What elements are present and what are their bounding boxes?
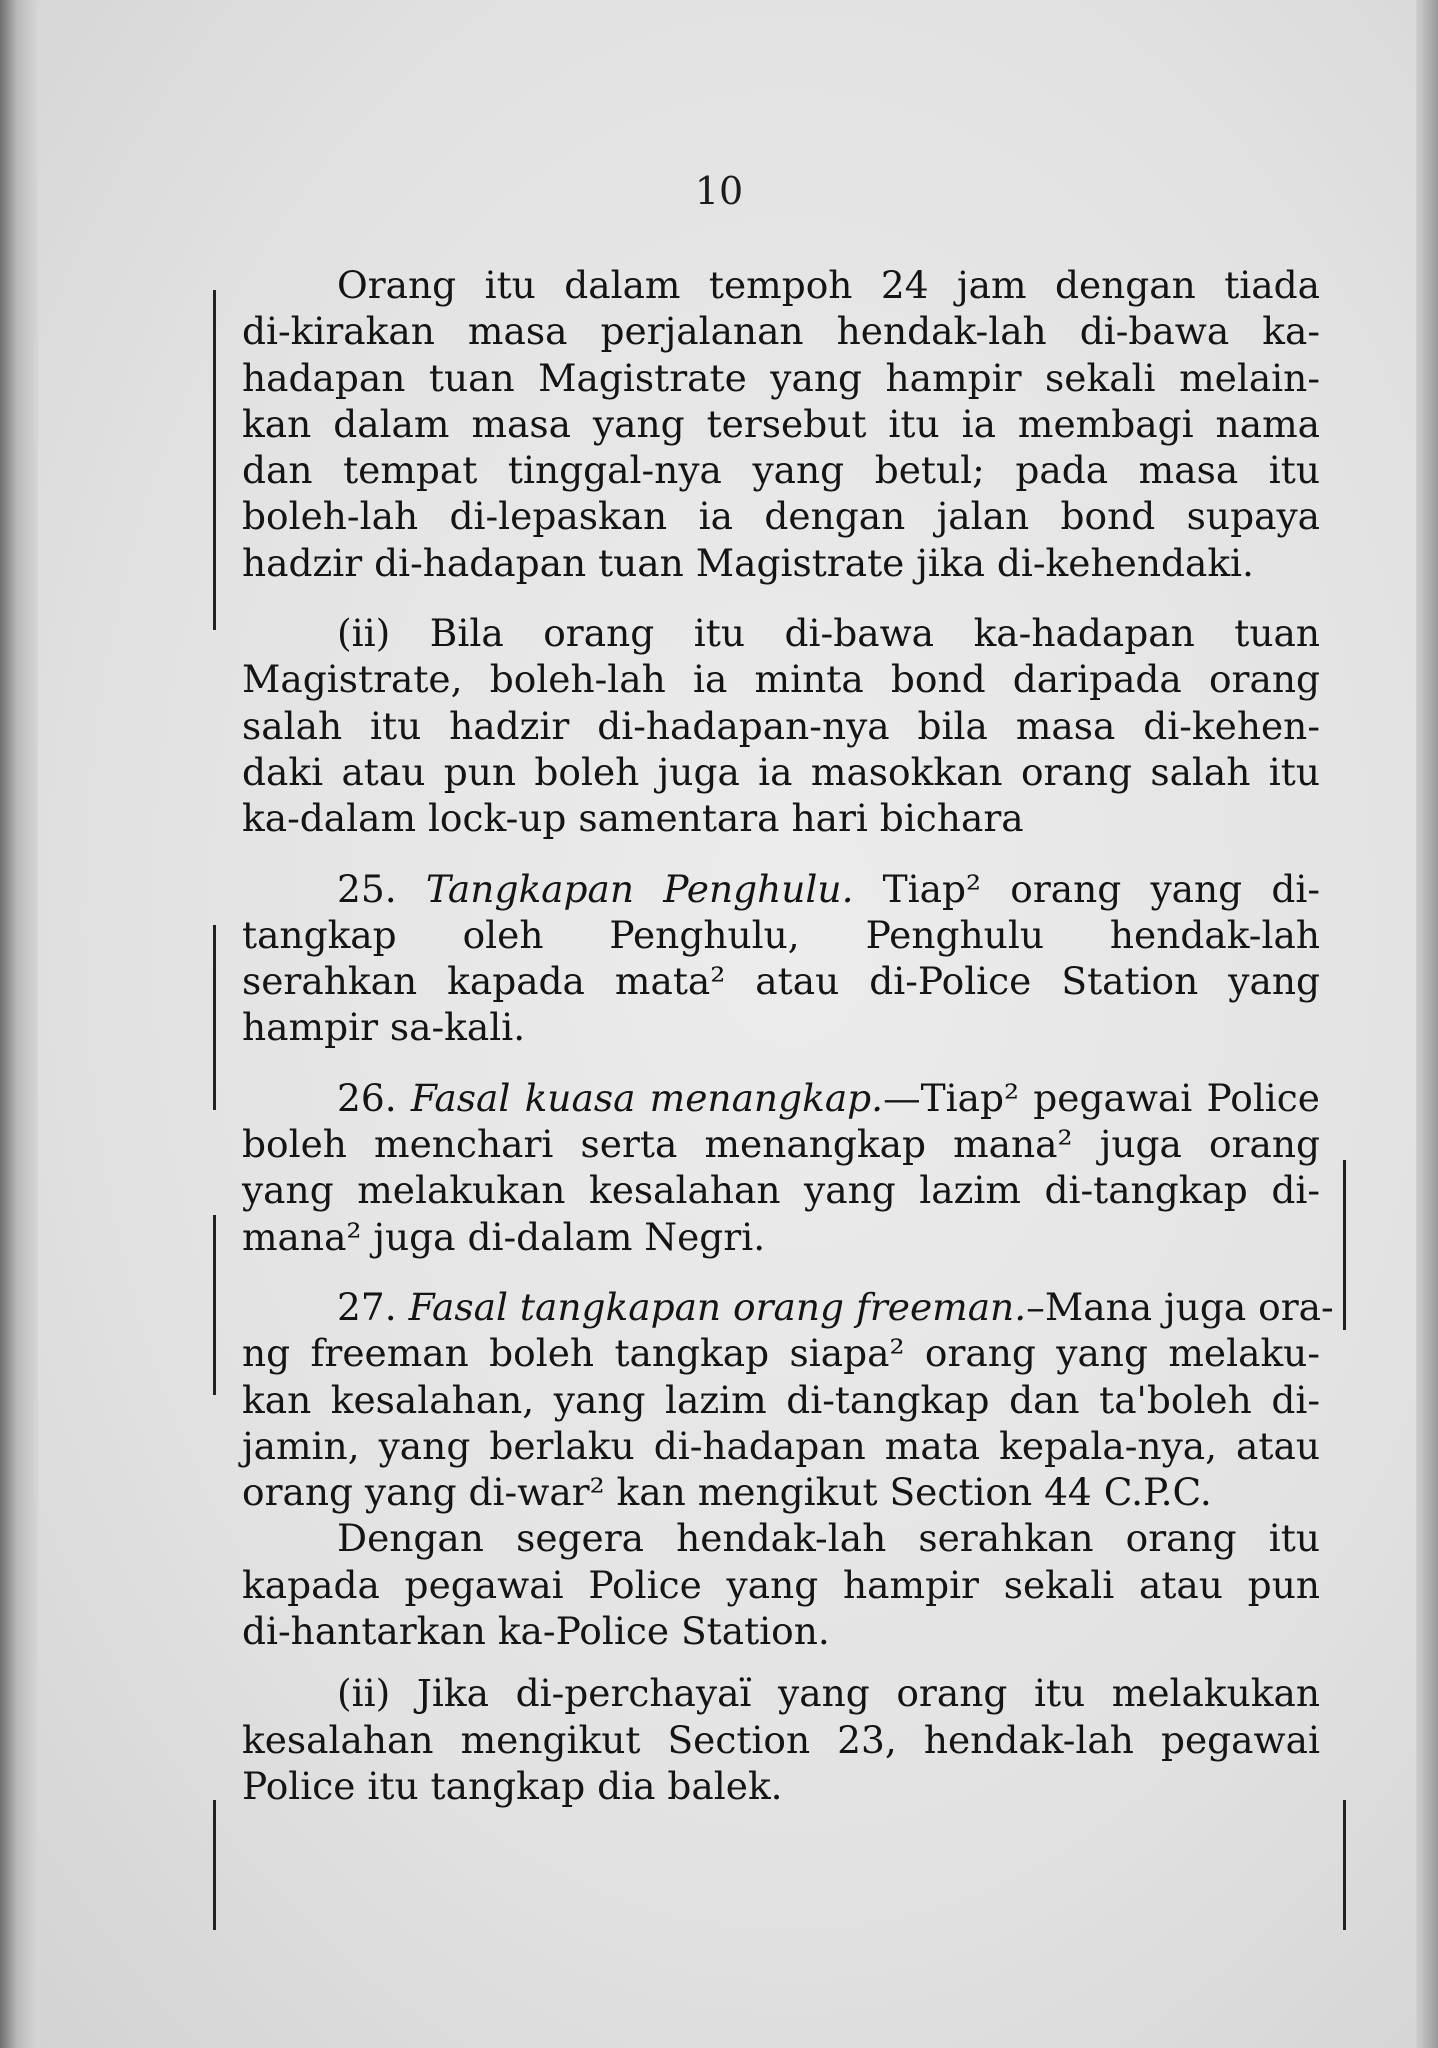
text-line: ng freeman boleh tangkap siapa² orang yang melaku- [242,1331,1320,1376]
text-line: orang yang di-war² kan mengikut Section 44 C.P.C. [242,1470,1212,1515]
paragraph [242,1515,1320,1654]
section-first-line [242,1075,1320,1121]
text-line: hampir sa-kali. [242,1005,526,1050]
paragraph [242,610,1320,841]
text-line: jamin, yang berlaku di-hadapan mata kepala-nya, atau [242,1423,1320,1468]
text-line: ka-dalam lock-up samentara hari bichara [242,796,1024,841]
section-first-line [242,1284,1334,1330]
text-line: kan dalam masa yang tersebut itu ia membagi nama [242,401,1320,446]
section-heading: Fasal tangkapan orang freeman. [408,1284,1027,1329]
text-line: yang melakukan kesalahan yang lazim di-tangkap di- [242,1168,1320,1213]
text-line: boleh-lah di-lepaskan ia dengan jalan bond supaya [242,494,1320,539]
section-first-line [242,866,1320,912]
page-number: 10 [694,169,744,213]
text-line: salah itu hadzir di-hadapan-nya bila masa di-kehen- [242,703,1320,748]
text-line: kesalahan mengikut Section 23, hendak-lah pegawai [242,1717,1320,1762]
margin-bar [213,1215,216,1395]
text-line: (ii) Bila orang itu di-bawa ka-hadapan tuan [337,611,1320,656]
book-binding-shadow [0,0,38,2048]
text-line: boleh menchari serta menangkap mana² juga orang [242,1122,1320,1167]
text-line: Police itu tangkap dia balek. [242,1763,783,1808]
text-line: daki atau pun boleh juga ia masokkan orang salah itu [242,749,1320,794]
section-number: 25. [337,866,397,911]
margin-bar [1343,1160,1346,1330]
text-line: di-hantarkan ka-Police Station. [242,1609,830,1654]
text-line: hadapan tuan Magistrate yang hampir sekali melain- [242,355,1320,400]
text-line: mana² juga di-dalam Negri. [242,1214,766,1259]
margin-bar [213,925,216,1110]
text-line: hadzir di-hadapan tuan Magistrate jika di-kehendaki. [242,540,1254,585]
text-line: Dengan segera hendak-lah serahkan orang itu [337,1516,1320,1561]
text-line: tangkap oleh Penghulu, Penghulu hendak-lah [242,912,1320,957]
text-line: kapada pegawai Police yang hampir sekali atau pun [242,1562,1320,1607]
margin-bar [1343,1800,1346,1930]
section-number: 26. [337,1075,397,1120]
text-line: kan kesalahan, yang lazim di-tangkap dan ta'boleh di- [242,1377,1320,1422]
section-text: –Mana juga ora- [1026,1284,1334,1329]
paragraph [242,262,1320,586]
section-26 [242,1075,1320,1260]
paragraph [242,1670,1320,1809]
text-line: Orang itu dalam tempoh 24 jam dengan tiada [337,263,1320,307]
text-line: Magistrate, boleh-lah ia minta bond daripada orang [242,657,1320,702]
section-number: 27. [337,1284,397,1329]
margin-bar [213,290,216,630]
section-heading: Fasal kuasa menangkap. [410,1075,884,1120]
section-25 [242,866,1320,1051]
page-edge [1416,0,1438,2048]
text-line: (ii) Jika di-perchayaï yang orang itu melakukan [337,1671,1320,1716]
body-text [242,262,1334,1809]
section-text: Tiap² orang yang di- [882,866,1321,911]
text-line: dan tempat tinggal-nya yang betul; pada masa itu [242,448,1320,493]
section-27 [242,1284,1334,1515]
section-text: —Tiap² pegawai Police [883,1075,1320,1120]
margin-bar [213,1800,216,1930]
text-line: serahkan kapada mata² atau di-Police Station yang [242,959,1320,1004]
section-heading: Tangkapan Penghulu. [425,866,854,911]
text-line: di-kirakan masa perjalanan hendak-lah di-bawa ka- [242,309,1320,354]
